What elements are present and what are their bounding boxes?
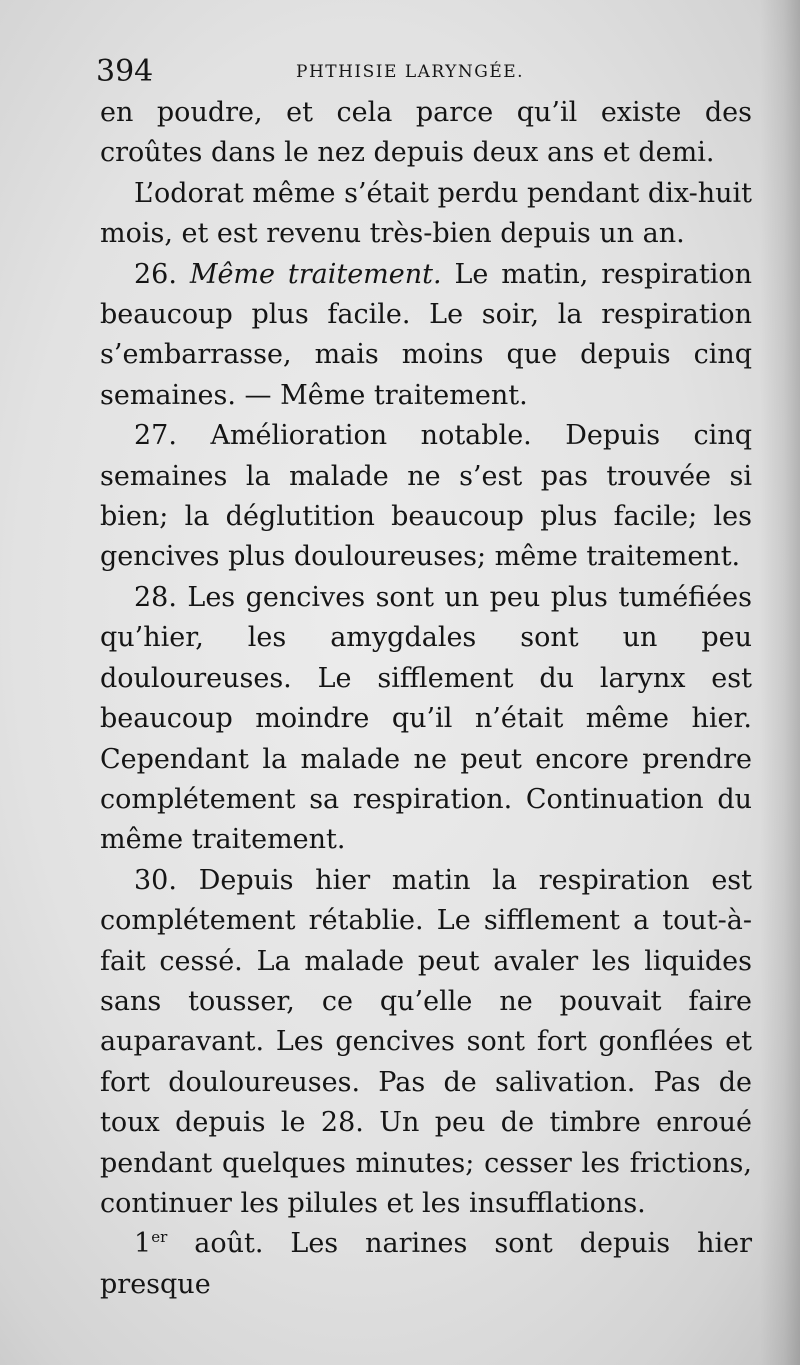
paragraph-4: 27. Amélioration notable. Depuis cinq semaines la malade ne s’est pas trouvée si bien; la déglutition beaucoup plus facile; les gencives plus douloureuses; même traitement. bbox=[100, 420, 752, 573]
paragraph-3-text: Le matin, respiration beaucoup plus facile. Le soir, la respiration s’embarrasse, mais moins que depuis cinq semaines. — Même traitement. bbox=[100, 258, 753, 411]
page-number: 394 bbox=[96, 54, 154, 89]
body-text bbox=[100, 93, 752, 1305]
page-edge-shadow bbox=[760, 0, 800, 1365]
paragraph-7-text: août. Les narines sont depuis hier presque bbox=[100, 1228, 752, 1300]
page-header bbox=[96, 52, 736, 92]
running-title: PHTHISIE LARYNGÉE. bbox=[296, 62, 525, 82]
entry-day-26: 26. bbox=[134, 258, 177, 290]
entry-day-1: 1 bbox=[134, 1228, 152, 1260]
paragraph-1: en poudre, et cela parce qu’il existe des croûtes dans le nez depuis deux ans et demi. bbox=[100, 97, 752, 169]
paragraph-7 bbox=[100, 1224, 752, 1305]
ordinal-suffix: er bbox=[151, 1228, 168, 1247]
paragraph-2: L’odorat même s’était perdu pendant dix-huit mois, et est revenu très-bien depuis un an. bbox=[100, 177, 752, 250]
paragraph-6: 30. Depuis hier matin la respiration est complétement rétablie. Le sifflement a tout-à-fait cessé. La malade peut avaler les liquides sans tousser, ce qu’elle ne pouvait faire auparavant. Les gencives sont fort gonflées et fort douloureuses. Pas de salivation. Pas de toux depuis le 28. Un peu de timbre enroué pendant quelques minutes; cesser les frictions, continuer les pilules et les insufflations. bbox=[100, 864, 752, 1219]
paragraph-5: 28. Les gencives sont un peu plus tuméfiées qu’hier, les amygdales sont un peu douloureuses. Le sifflement du larynx est beaucoup moindre qu’il n’était même hier. Cependant la malade ne peut encore prendre complétement sa respiration. Continuation du même traitement. bbox=[100, 581, 752, 856]
paragraph-3 bbox=[100, 255, 752, 417]
italic-phrase: Même traitement. bbox=[189, 258, 442, 290]
